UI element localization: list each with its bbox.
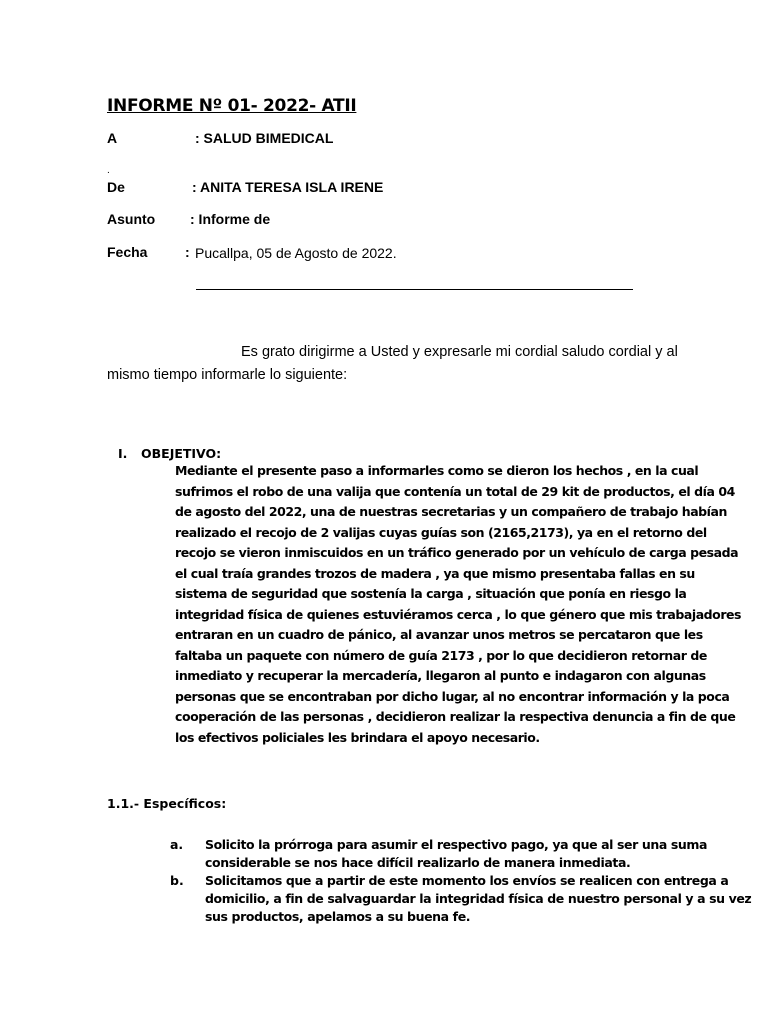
paragraph-line: Mediante el presente paso a informarles como se dieron los hechos , en la cual xyxy=(175,463,699,478)
paragraph-line: faltaba un paquete con número de guía 2173 , por lo que decidieron retornar de xyxy=(175,647,707,663)
objective-number: I. xyxy=(118,446,128,461)
document-title: INFORME Nº 01- 2022- ATII xyxy=(107,96,357,116)
list-item-marker: a. xyxy=(170,837,184,852)
recipient-value: : SALUD BIMEDICAL xyxy=(195,130,334,146)
list-item-line: Solicito la prórroga para asumir el respectivo pago, ya que al ser una suma xyxy=(205,837,708,852)
paragraph-line: de agosto del 2022, una de nuestras secretarias y un compañero de trabajo habían xyxy=(175,504,727,519)
intro-line-1: Es grato dirigirme a Usted y expresarle mi cordial saludo cordial y al xyxy=(241,344,678,360)
stray-dot: . xyxy=(107,165,110,176)
sender-value: : ANITA TERESA ISLA IRENE xyxy=(192,179,384,195)
objective-heading: OBEJETIVO: xyxy=(141,446,222,461)
intro-line-2: mismo tiempo informarle lo siguiente: xyxy=(107,367,348,383)
list-item-line: sus productos, apelamos a su buena fe. xyxy=(205,909,471,924)
date-value: Pucallpa, 05 de Agosto de 2022. xyxy=(195,245,397,261)
paragraph-line: inmediato y recuperar la mercadería, llegaron al punto e indagaron con algunas xyxy=(175,668,706,683)
list-item xyxy=(205,872,752,926)
recipient-label: A xyxy=(107,130,118,146)
paragraph-line: los efectivos policiales les brindara el apoyo necesario. xyxy=(175,729,540,745)
paragraph-line: el cual traía grandes trozos de madera , ya que mismo presentaba fallas en su xyxy=(175,565,695,581)
date-label: Fecha xyxy=(107,244,148,260)
list-item-line: domicilio, a fin de salvaguardar la integridad física de nuestro personal y a su vez xyxy=(205,891,752,906)
list-item-line: Solicitamos que a partir de este momento los envíos se realicen con entrega a xyxy=(205,873,729,888)
paragraph-line: recojo se vieron inmiscuidos en un tráfico generado por un vehículo de carga pesada xyxy=(175,545,739,560)
list-item xyxy=(205,836,708,872)
specifics-heading: 1.1.- Específicos: xyxy=(107,796,227,811)
list-item-line: considerable se nos hace difícil realizarlo de manera inmediata. xyxy=(205,855,631,870)
paragraph-line: sufrimos el robo de una valija que contenía un total de 29 kit de productos, el día 04 xyxy=(175,483,735,499)
separator-line xyxy=(196,289,633,290)
paragraph-line: sistema de seguridad que sostenía la carga , situación que ponía en riesgo la xyxy=(175,586,687,601)
paragraph-line: cooperación de las personas , decidieron realizar la respectiva denuncia a fin de que xyxy=(175,709,736,724)
list-item-marker: b. xyxy=(170,873,184,888)
paragraph-line: entraran en un cuadro de pánico, al avanzar unos metros se percataron que les xyxy=(175,627,703,642)
sender-label: De xyxy=(107,179,125,195)
paragraph-line: integridad física de quienes estuviéramos cerca , lo que género que mis trabajadores xyxy=(175,606,742,622)
subject-value: : Informe de xyxy=(190,211,271,227)
subject-label: Asunto xyxy=(107,211,156,227)
paragraph-line: realizado el recojo de 2 valijas cuyas guías son (2165,2173), ya en el retorno del xyxy=(175,524,707,540)
date-colon: : xyxy=(185,244,190,260)
objective-body xyxy=(175,461,742,748)
paragraph-line: personas que se encontraban por dicho lugar, al no encontrar información y la poca xyxy=(175,688,730,704)
